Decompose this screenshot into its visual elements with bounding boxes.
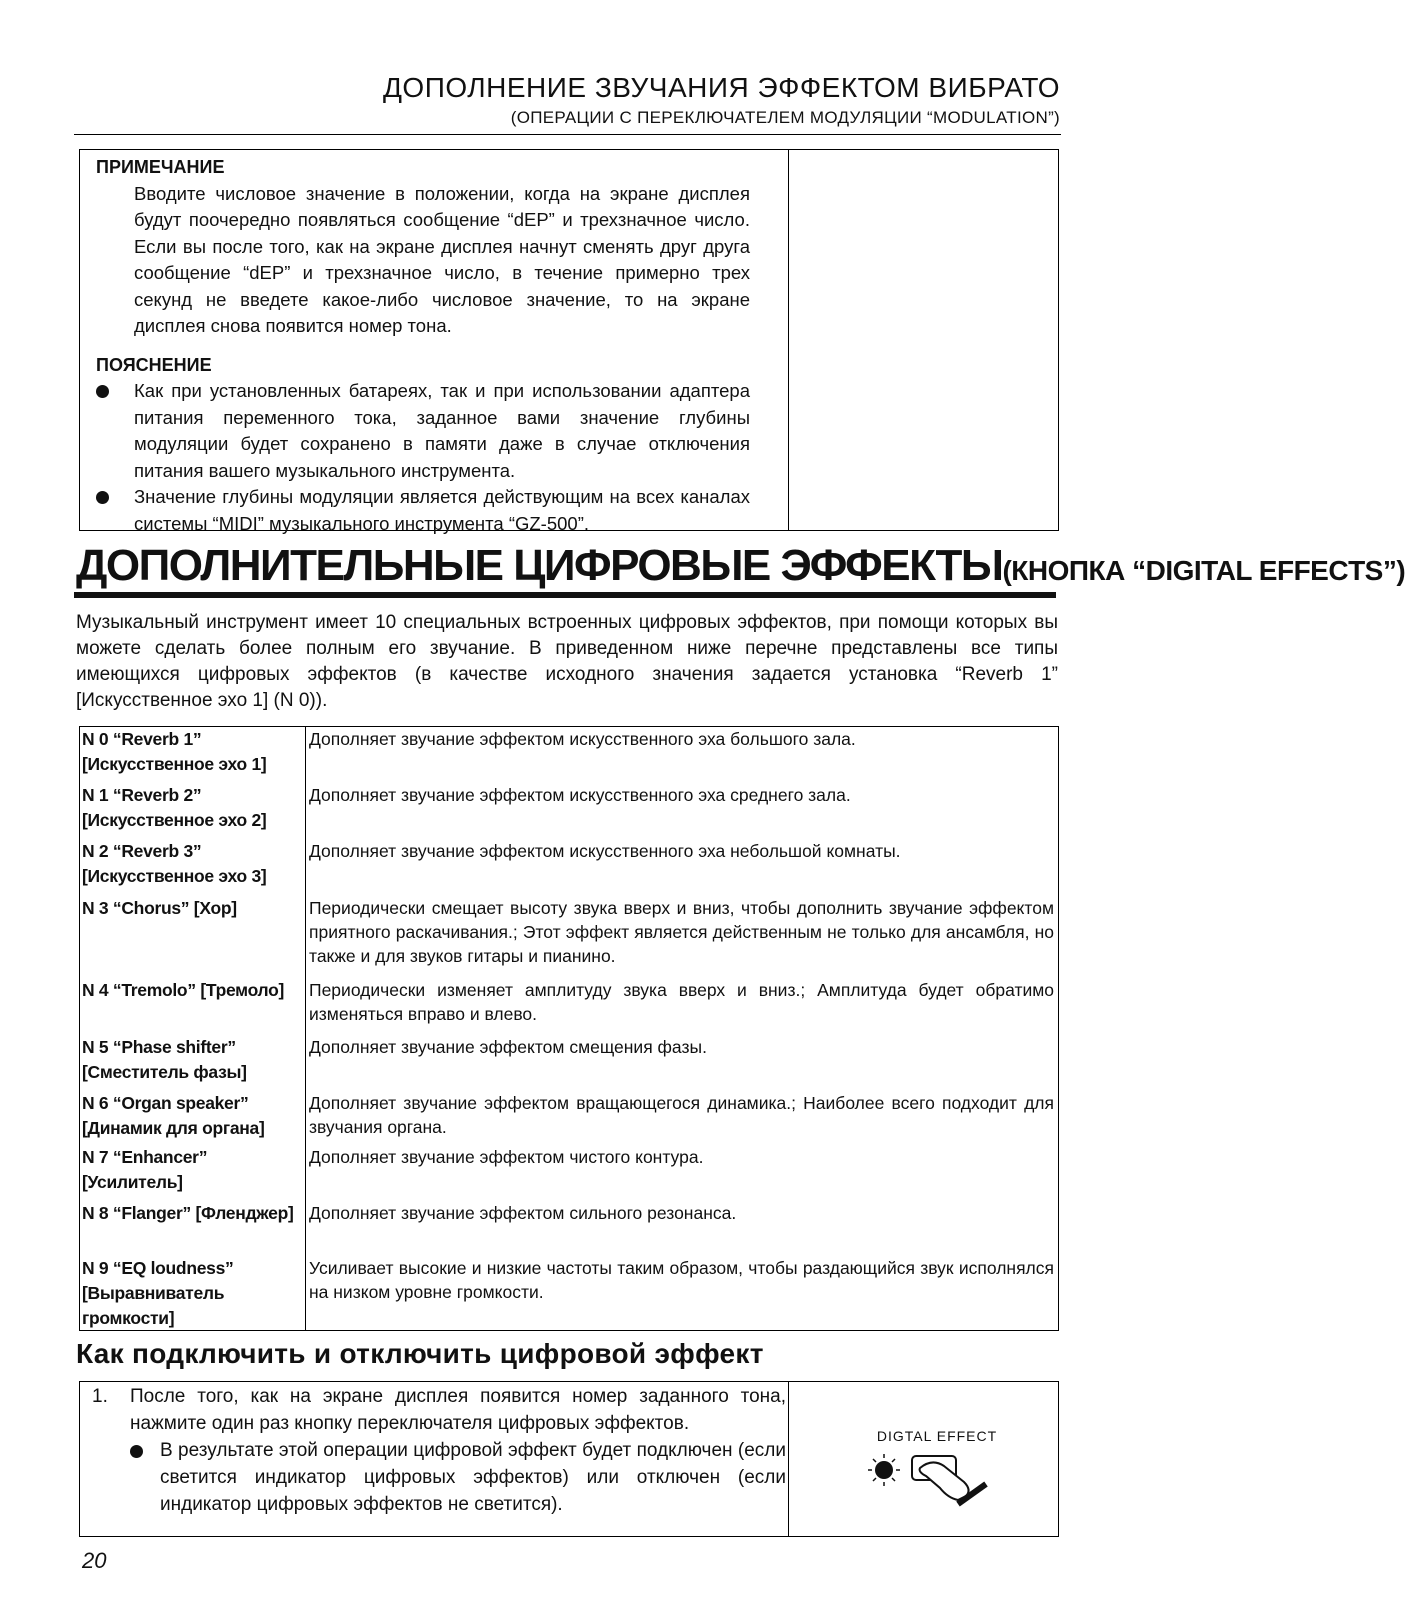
explanation-item-text: Как при установленных батареях, так и при использовании адаптера питания переменного тока, заданное вами значение глубины модуляции будет сохранено в памяти даже в случае отключения питания вашего музыкального инструмента.	[134, 380, 750, 481]
effect-name: N 3 “Chorus” [Хор]	[82, 898, 237, 918]
digital-effect-button-illustration	[862, 1448, 1002, 1518]
effect-name: N 6 “Organ speaker” [Динамик для органа]	[82, 1093, 265, 1138]
section-title-button: (КНОПКА “DIGITAL EFFECTS”)	[1002, 555, 1405, 586]
pressing-finger-icon	[912, 1456, 986, 1504]
effect-description: Дополняет звучание эффектом искусственного эха большого зала.	[309, 729, 856, 749]
effect-description: Периодически смещает высоту звука вверх и вниз, чтобы дополнить звучание эффектом приятного раскачивания.; Этот эффект является действенным не только для ансамбля, но также и для звуков гитары и пианино.	[309, 898, 1054, 966]
bullet-icon	[96, 385, 109, 398]
explanation-list	[96, 378, 750, 537]
effect-name: N 8 “Flanger” [Фленджер]	[82, 1203, 294, 1223]
header-rule	[74, 134, 1061, 135]
effect-description: Усиливает высокие и низкие частоты таким образом, чтобы раздающийся звук исполнялся на низком уровне громкости.	[309, 1258, 1054, 1302]
explanation-item-text: Значение глубины модуляции является действующим на всех каналах системы “MIDI” музыкального инструмента “GZ-500”.	[134, 486, 750, 534]
bullet-icon	[96, 491, 109, 504]
effect-description: Дополняет звучание эффектом вращающегося динамика.; Наиболее всего подходит для звучания органа.	[309, 1093, 1054, 1137]
page-number: 20	[82, 1548, 107, 1573]
page-header-subtitle: (ОПЕРАЦИИ С ПЕРЕКЛЮЧАТЕЛЕМ МОДУЛЯЦИИ “MODULATION”)	[510, 108, 1060, 127]
section-intro: Музыкальный инструмент имеет 10 специальных встроенных цифровых эффектов, при помощи которых вы можете сделать более полным его звучание. В приведенном ниже перечне представлены все типы имеющихся цифровых эффектов (в качестве исходного значения задается установка “Reverb 1” [Искусственное эхо 1] (N 0)).	[76, 612, 1058, 711]
section-title-rule	[74, 592, 1056, 598]
note-content	[96, 154, 750, 537]
effect-name: N 1 “Reverb 2” [Искусственное эхо 2]	[82, 785, 267, 830]
note-text: Вводите числовое значение в положении, когда на экране дисплея будут поочередно появляться сообщение “dEP” и трехзначное число. Если вы после того, как на экране дисплея начнут сменять друг друга сообщение “dEP” и трехзначное число, в течение примерно трех секунд не введете какое-либо числовое значение, то на экране дисплея снова появится номер тона.	[134, 182, 750, 336]
effect-name: N 4 “Tremolo” [Тремоло]	[82, 980, 285, 1000]
step-text: После того, как на экране дисплея появится номер заданного тона, нажмите один раз кнопку переключателя цифровых эффектов.	[130, 1386, 786, 1434]
step-box-divider	[788, 1381, 789, 1537]
step-bullet	[160, 1437, 786, 1518]
note-heading: ПРИМЕЧАНИЕ	[96, 157, 225, 177]
effect-description: Дополняет звучание эффектом чистого контура.	[309, 1147, 704, 1167]
page-header-title: ДОПОЛНЕНИЕ ЗВУЧАНИЯ ЭФФЕКТОМ ВИБРАТО	[382, 72, 1060, 103]
digital-effect-button-label: DIGTAL EFFECT	[876, 1428, 998, 1444]
effect-name: N 2 “Reverb 3” [Искусственное эхо 3]	[82, 841, 267, 886]
howto-title: Как подключить и отключить цифровой эффект	[76, 1338, 764, 1369]
explanation-heading: ПОЯСНЕНИЕ	[96, 354, 212, 375]
effect-description: Дополняет звучание эффектом искусственного эха среднего зала.	[309, 785, 851, 805]
explanation-item	[96, 484, 750, 537]
step-number: 1.	[92, 1386, 108, 1407]
effect-description: Дополняет звучание эффектом искусственного эха небольшой комнаты.	[309, 841, 901, 861]
explanation-item	[96, 378, 750, 484]
effect-name: N 0 “Reverb 1” [Искусственное эхо 1]	[82, 729, 267, 774]
effect-name: N 9 “EQ loudness” [Выравниватель громкости]	[82, 1258, 234, 1328]
effect-name: N 5 “Phase shifter” [Сместитель фазы]	[82, 1037, 247, 1082]
indicator-led-icon	[868, 1454, 900, 1486]
section-title-main: ДОПОЛНИТЕЛЬНЫЕ ЦИФРОВЫЕ ЭФФЕКТЫ	[76, 541, 1003, 590]
effect-description: Периодически изменяет амплитуду звука вверх и вниз.; Амплитуда будет обратимо изменяться вправо и влево.	[309, 980, 1054, 1024]
note-box-divider	[788, 149, 789, 531]
effect-name: N 7 “Enhancer” [Усилитель]	[82, 1147, 208, 1192]
step-bullet-text: В результате этой операции цифровой эффект будет подключен (если светится индикатор цифровых эффектов) или отключен (если индикатор цифровых эффектов не светится).	[160, 1440, 786, 1515]
effect-description: Дополняет звучание эффектом сильного резонанса.	[309, 1203, 737, 1223]
bullet-icon	[130, 1445, 143, 1458]
step-content	[92, 1383, 786, 1518]
section-title	[76, 541, 1405, 591]
effect-description: Дополняет звучание эффектом смещения фазы.	[309, 1037, 707, 1057]
